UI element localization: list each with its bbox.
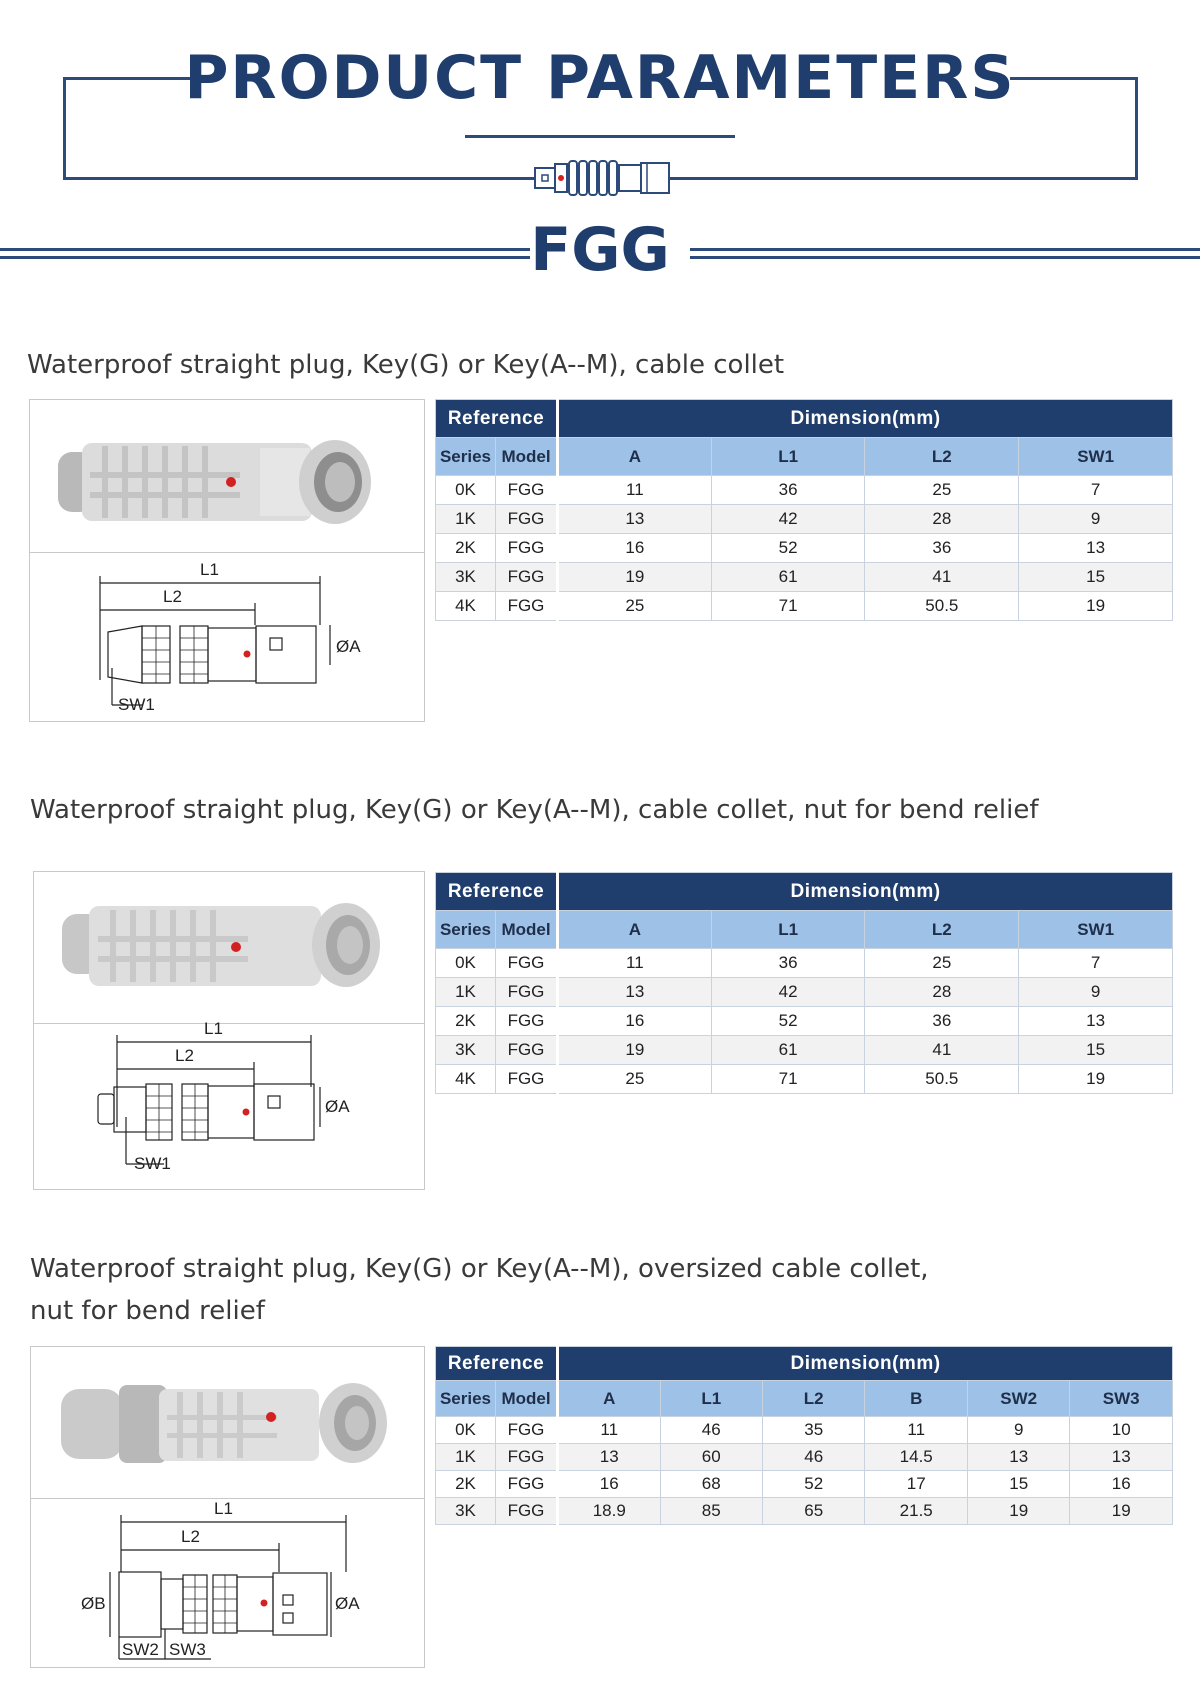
table-cell: 85: [660, 1498, 762, 1525]
table-cell: 35: [762, 1417, 864, 1444]
reference-header: Reference: [436, 873, 558, 911]
col-b: B: [865, 1381, 967, 1417]
table-cell: 71: [711, 592, 865, 621]
reference-header: Reference: [436, 400, 558, 438]
table-cell: 0K: [436, 476, 496, 505]
table-cell: 2K: [436, 1007, 496, 1036]
table-cell: FGG: [496, 1036, 558, 1065]
table-cell: 2K: [436, 534, 496, 563]
table-cell: 16: [558, 1007, 712, 1036]
col-series: Series: [436, 438, 496, 476]
table-cell: 46: [762, 1444, 864, 1471]
dimension-header: Dimension(mm): [558, 1347, 1173, 1381]
table-cell: 16: [558, 1471, 660, 1498]
col-sw1: SW1: [1019, 911, 1173, 949]
reference-header: Reference: [436, 1347, 558, 1381]
col-a: A: [558, 911, 712, 949]
table-cell: 61: [711, 1036, 865, 1065]
table-cell: 4K: [436, 1065, 496, 1094]
table-cell: 36: [711, 949, 865, 978]
section-1-dimension-table: [435, 399, 1173, 621]
col-series: Series: [436, 911, 496, 949]
table-cell: 9: [1019, 505, 1173, 534]
table-cell: 3K: [436, 563, 496, 592]
col-l1: L1: [711, 911, 865, 949]
table-cell: 41: [865, 1036, 1019, 1065]
section-1-title: Waterproof straight plug, Key(G) or Key(A--M), cable collet: [27, 350, 785, 380]
section-3-drawing: [31, 1347, 424, 1667]
table-cell: 14.5: [865, 1444, 967, 1471]
table-cell: 60: [660, 1444, 762, 1471]
dim-label-l1: L1: [200, 560, 219, 579]
table-cell: 19: [1019, 592, 1173, 621]
col-l1: L1: [660, 1381, 762, 1417]
table-cell: 28: [865, 505, 1019, 534]
table-cell: 11: [558, 1417, 660, 1444]
section-2-dimension-table: [435, 872, 1173, 1094]
table-cell: FGG: [496, 1065, 558, 1094]
frame-bottom-right: [668, 177, 1138, 180]
table-cell: 13: [967, 1444, 1069, 1471]
table-cell: 9: [1019, 978, 1173, 1007]
table-cell: 42: [711, 505, 865, 534]
col-model: Model: [496, 911, 558, 949]
table-cell: 0K: [436, 949, 496, 978]
col-sw3: SW3: [1070, 1381, 1173, 1417]
table-cell: 15: [1019, 563, 1173, 592]
table-row: [436, 1417, 1173, 1444]
dim-label-l2: L2: [175, 1046, 194, 1065]
table-cell: FGG: [496, 1498, 558, 1525]
section-2-product-image: [33, 871, 425, 1190]
col-l2: L2: [762, 1381, 864, 1417]
dim-label-a: ØA: [336, 637, 361, 656]
table-cell: 17: [865, 1471, 967, 1498]
table-cell: 25: [558, 1065, 712, 1094]
table-row: [436, 1444, 1173, 1471]
table-cell: 25: [558, 592, 712, 621]
table-cell: 11: [558, 949, 712, 978]
col-series: Series: [436, 1381, 496, 1417]
col-sw1: SW1: [1019, 438, 1173, 476]
series-title: FGG: [530, 215, 670, 285]
col-model: Model: [496, 1381, 558, 1417]
table-cell: 3K: [436, 1036, 496, 1065]
table-cell: 21.5: [865, 1498, 967, 1525]
col-a: A: [558, 438, 712, 476]
dim-label-sw1: SW1: [118, 695, 155, 714]
section-3-dimension-table: [435, 1346, 1173, 1525]
table-cell: 52: [711, 1007, 865, 1036]
table-cell: 15: [1019, 1036, 1173, 1065]
dimension-header: Dimension(mm): [558, 400, 1173, 438]
table-cell: 13: [1019, 534, 1173, 563]
table-cell: 9: [967, 1417, 1069, 1444]
col-l1: L1: [711, 438, 865, 476]
table-cell: 50.5: [865, 592, 1019, 621]
table-cell: 4K: [436, 592, 496, 621]
table-cell: 61: [711, 563, 865, 592]
table-cell: 28: [865, 978, 1019, 1007]
table-cell: 50.5: [865, 1065, 1019, 1094]
connector-icon: [533, 158, 671, 198]
table-cell: 13: [558, 1444, 660, 1471]
table-cell: 13: [558, 505, 712, 534]
dim-label-b: ØB: [81, 1594, 106, 1613]
table-cell: 1K: [436, 1444, 496, 1471]
section-2-drawing: [34, 872, 424, 1189]
table-cell: 13: [1019, 1007, 1173, 1036]
section-2-title: Waterproof straight plug, Key(G) or Key(A--M), cable collet, nut for bend relief: [30, 795, 1039, 825]
table-cell: 1K: [436, 978, 496, 1007]
table-row: [436, 1007, 1173, 1036]
table-row: [436, 1036, 1173, 1065]
dim-label-sw1: SW1: [134, 1154, 171, 1173]
table-cell: 65: [762, 1498, 864, 1525]
dim-label-sw2: SW2: [122, 1640, 159, 1659]
section-3-title: Waterproof straight plug, Key(G) or Key(A--M), oversized cable collet,: [30, 1254, 929, 1284]
col-sw2: SW2: [967, 1381, 1069, 1417]
table-cell: 13: [558, 978, 712, 1007]
table-cell: FGG: [496, 978, 558, 1007]
dimension-header: Dimension(mm): [558, 873, 1173, 911]
table-row: [436, 476, 1173, 505]
table-cell: 68: [660, 1471, 762, 1498]
dim-label-a: ØA: [325, 1097, 350, 1116]
table-cell: FGG: [496, 1471, 558, 1498]
table-cell: 18.9: [558, 1498, 660, 1525]
table-cell: 0K: [436, 1417, 496, 1444]
table-cell: 19: [558, 1036, 712, 1065]
table-cell: FGG: [496, 1417, 558, 1444]
section-1-drawing: [30, 400, 424, 721]
table-cell: 7: [1019, 476, 1173, 505]
table-row: [436, 563, 1173, 592]
table-cell: 52: [711, 534, 865, 563]
table-cell: 19: [1070, 1498, 1173, 1525]
title-underline: [465, 135, 735, 138]
table-cell: 3K: [436, 1498, 496, 1525]
table-cell: 46: [660, 1417, 762, 1444]
table-cell: FGG: [496, 505, 558, 534]
table-row: [436, 534, 1173, 563]
table-row: [436, 505, 1173, 534]
table-cell: 19: [558, 563, 712, 592]
table-row: [436, 978, 1173, 1007]
page-title: PRODUCT PARAMETERS: [184, 43, 1016, 113]
dim-label-sw3: SW3: [169, 1640, 206, 1659]
table-cell: 36: [865, 534, 1019, 563]
table-row: [436, 1498, 1173, 1525]
table-cell: FGG: [496, 1444, 558, 1471]
dim-label-l2: L2: [163, 587, 182, 606]
table-cell: 15: [967, 1471, 1069, 1498]
table-cell: FGG: [496, 534, 558, 563]
table-cell: 19: [1019, 1065, 1173, 1094]
table-cell: FGG: [496, 1007, 558, 1036]
dim-label-l1: L1: [214, 1499, 233, 1518]
table-cell: 16: [1070, 1471, 1173, 1498]
table-cell: 36: [865, 1007, 1019, 1036]
table-cell: 19: [967, 1498, 1069, 1525]
table-cell: FGG: [496, 476, 558, 505]
table-cell: 16: [558, 534, 712, 563]
table-cell: 41: [865, 563, 1019, 592]
table-cell: 71: [711, 1065, 865, 1094]
table-row: [436, 1471, 1173, 1498]
table-cell: 42: [711, 978, 865, 1007]
section-3-product-image: [30, 1346, 425, 1668]
table-cell: 11: [558, 476, 712, 505]
col-l2: L2: [865, 438, 1019, 476]
col-model: Model: [496, 438, 558, 476]
table-cell: 25: [865, 476, 1019, 505]
frame-bottom-left: [63, 177, 535, 180]
table-row: [436, 949, 1173, 978]
table-row: [436, 592, 1173, 621]
table-cell: 2K: [436, 1471, 496, 1498]
table-cell: FGG: [496, 949, 558, 978]
table-cell: 10: [1070, 1417, 1173, 1444]
table-cell: 11: [865, 1417, 967, 1444]
col-a: A: [558, 1381, 660, 1417]
dim-label-l2: L2: [181, 1527, 200, 1546]
table-cell: 1K: [436, 505, 496, 534]
table-row: [436, 1065, 1173, 1094]
table-cell: FGG: [496, 563, 558, 592]
section-3-title-line2: nut for bend relief: [30, 1296, 265, 1326]
table-cell: 25: [865, 949, 1019, 978]
table-cell: 7: [1019, 949, 1173, 978]
table-cell: 52: [762, 1471, 864, 1498]
section-1-product-image: [29, 399, 425, 722]
table-cell: 13: [1070, 1444, 1173, 1471]
dim-label-a: ØA: [335, 1594, 360, 1613]
dim-label-l1: L1: [204, 1019, 223, 1038]
table-cell: 36: [711, 476, 865, 505]
col-l2: L2: [865, 911, 1019, 949]
table-cell: FGG: [496, 592, 558, 621]
